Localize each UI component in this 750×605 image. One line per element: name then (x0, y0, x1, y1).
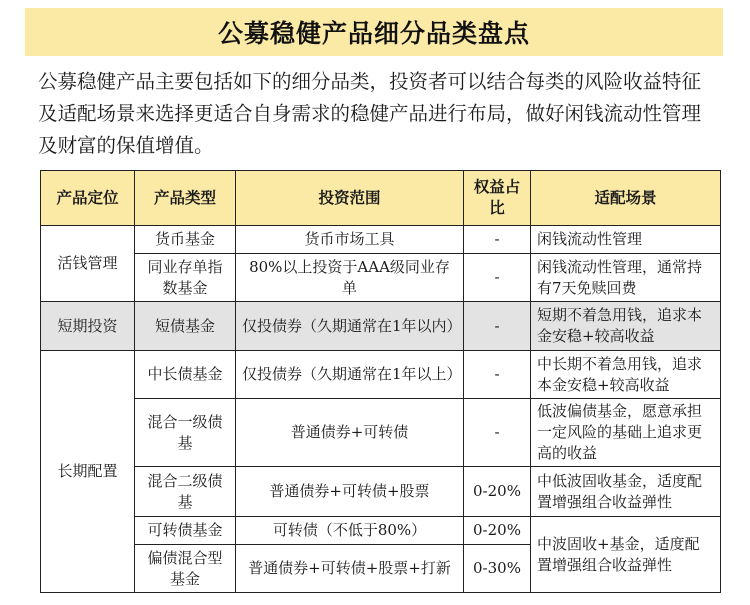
intro-paragraph: 公募稳健产品主要包括如下的细分品类，投资者可以结合每类的风险收益特征及适配场景来选择更适合自身需求的稳健产品进行布局，做好闲钱流动性管理及财富的保值增值。 (38, 70, 702, 157)
type-cell: 货币基金 (135, 226, 236, 254)
type-cell: 可转债基金 (135, 517, 236, 545)
scope-cell: 仅投债券（久期通常在1年以内） (236, 302, 464, 351)
table-row (41, 254, 721, 302)
equity-cell: - (464, 399, 531, 467)
header-scope: 投资范围 (236, 171, 464, 226)
table-row (41, 399, 721, 467)
position-cell: 长期配置 (41, 351, 135, 593)
equity-cell: - (464, 351, 531, 399)
scope-cell: 普通债券+可转债+股票+打新 (236, 545, 464, 593)
equity-cell: - (464, 226, 531, 254)
scope-cell: 货币市场工具 (236, 226, 464, 254)
table-row (41, 302, 721, 351)
header-type: 产品类型 (135, 171, 236, 226)
scene-cell: 低波偏债基金，愿意承担一定风险的基础上追求更高的收益 (531, 399, 721, 467)
scope-cell: 可转债（不低于80%） (236, 517, 464, 545)
scope-cell: 80%以上投资于AAA级同业存单 (236, 254, 464, 302)
type-cell: 同业存单指数基金 (135, 254, 236, 302)
scene-cell: 中长期不着急用钱，追求本金安稳+较高收益 (531, 351, 721, 399)
type-cell: 短债基金 (135, 302, 236, 351)
equity-cell: 0-20% (464, 467, 531, 517)
type-cell: 偏债混合型基金 (135, 545, 236, 593)
table-row (41, 351, 721, 399)
product-table (40, 170, 721, 593)
scene-cell: 闲钱流动性管理，通常持有7天免赎回费 (531, 254, 721, 302)
table-header-row (41, 171, 721, 226)
scene-cell: 中低波固收基金，适度配置增强组合收益弹性 (531, 467, 721, 517)
type-cell: 混合一级债基 (135, 399, 236, 467)
position-cell: 活钱管理 (41, 226, 135, 302)
type-cell: 中长债基金 (135, 351, 236, 399)
equity-cell: - (464, 302, 531, 351)
equity-cell: 0-20% (464, 517, 531, 545)
equity-cell: 0-30% (464, 545, 531, 593)
scope-cell: 普通债券+可转债 (236, 399, 464, 467)
position-cell: 短期投资 (41, 302, 135, 351)
header-equity: 权益占比 (464, 171, 531, 226)
header-position: 产品定位 (41, 171, 135, 226)
scene-cell: 闲钱流动性管理 (531, 226, 721, 254)
type-cell: 混合二级债基 (135, 467, 236, 517)
equity-cell: - (464, 254, 531, 302)
table-row (41, 226, 721, 254)
table-row (41, 517, 721, 545)
scope-cell: 仅投债券（久期通常在1年以上） (236, 351, 464, 399)
scope-cell: 普通债券+可转债+股票 (236, 467, 464, 517)
table-row (41, 467, 721, 517)
scene-cell: 中波固收+基金，适度配置增强组合收益弹性 (531, 517, 721, 593)
header-scene: 适配场景 (531, 171, 721, 226)
scene-cell: 短期不着急用钱，追求本金安稳+较高收益 (531, 302, 721, 351)
page-title: 公募稳健产品细分品类盘点 (25, 8, 723, 56)
